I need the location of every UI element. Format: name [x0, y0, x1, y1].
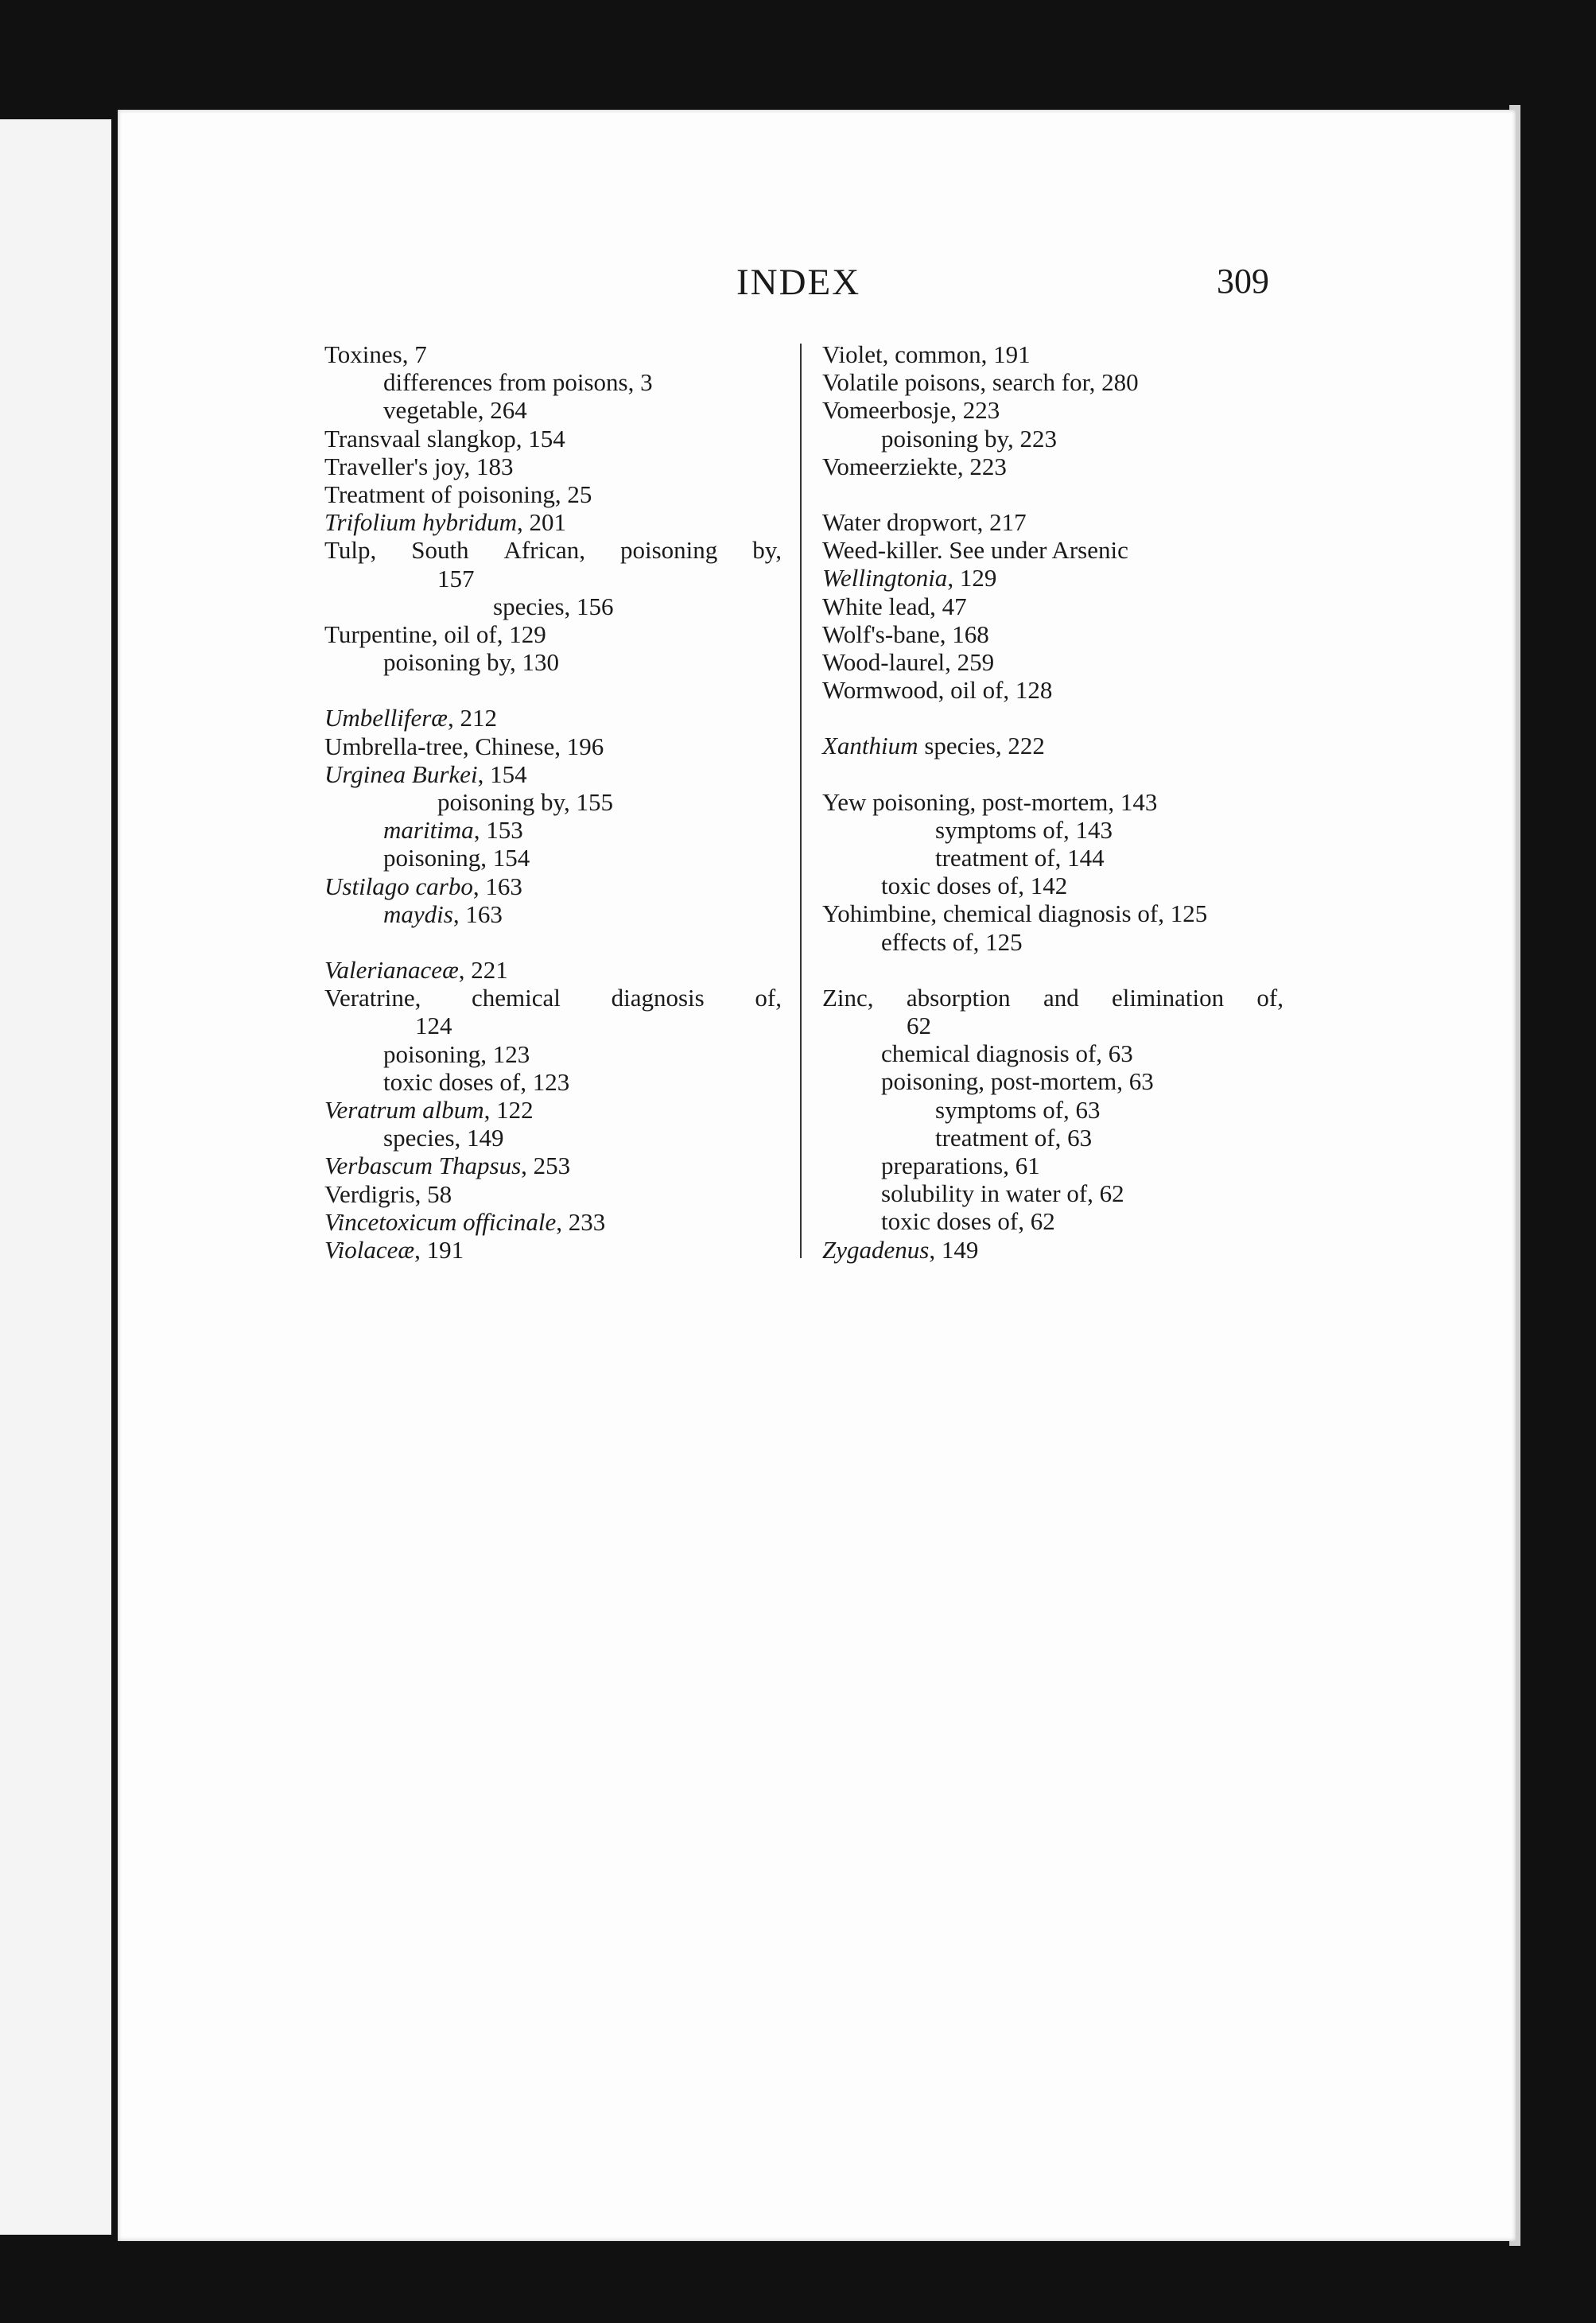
- index-entry-italic-term: Xanthium: [822, 732, 918, 760]
- index-entry-text: Weed-killer. See under Arsenic: [822, 536, 1128, 565]
- index-entry: [822, 1039, 1283, 1067]
- index-entry-italic-term: Vincetoxicum officinale: [324, 1207, 557, 1236]
- index-entry: [324, 732, 782, 760]
- index-entry-text: Yew poisoning, post-mortem, 143: [822, 787, 1158, 816]
- index-entry: [324, 760, 782, 788]
- index-entry: [324, 1012, 782, 1039]
- index-entry: [324, 508, 782, 536]
- index-entry-word: of,: [1256, 983, 1283, 1012]
- index-entry-word: of,: [755, 984, 782, 1012]
- index-entry-text: White lead, 47: [822, 592, 967, 620]
- index-entry-text: Umbrella-tree, Chinese, 196: [324, 732, 604, 760]
- index-entry-italic-term: Urginea Burkei: [324, 759, 478, 788]
- index-entry-italic-term: Ustilago carbo: [324, 872, 473, 900]
- index-entry: [324, 816, 782, 844]
- index-entry-text: poisoning, 154: [383, 844, 530, 872]
- index-entry-word: South: [411, 536, 469, 565]
- index-entry-text: , 212: [448, 704, 497, 732]
- index-entry: [822, 1096, 1283, 1124]
- index-entry: [822, 816, 1283, 844]
- index-entry: [324, 1040, 782, 1068]
- index-entry-text: preparations, 61: [881, 1152, 1040, 1180]
- index-entry-text: treatment of, 144: [935, 844, 1105, 872]
- index-entry-text: poisoning, post-mortem, 63: [881, 1067, 1154, 1096]
- index-entry-text: poisoning by, 223: [881, 424, 1058, 453]
- index-entry-text: Toxines, 7: [324, 340, 427, 368]
- index-entry: [324, 872, 782, 900]
- index-entry-text: , 122: [483, 1096, 534, 1125]
- index-entry-text: Treatment of poisoning, 25: [324, 480, 592, 509]
- index-entry-text: , 201: [517, 508, 567, 537]
- index-entry: [324, 844, 782, 872]
- index-entry-word: poisoning: [619, 536, 718, 565]
- index-entry-word: chemical: [472, 984, 561, 1012]
- index-entry-text: , 163: [452, 899, 503, 928]
- index-entry-text: differences from poisons, 3: [383, 368, 653, 397]
- index-entry-word: African,: [503, 536, 585, 565]
- index-entry-text: effects of, 125: [881, 927, 1023, 956]
- index-entry: [822, 984, 1283, 1012]
- index-entry-italic-term: Veratrum album: [324, 1096, 484, 1125]
- index-entry: [822, 899, 1283, 927]
- index-entry: [324, 1068, 782, 1096]
- index-entry-text: , 233: [556, 1207, 606, 1236]
- index-entry: [324, 1124, 782, 1152]
- index-entry-italic-term: Wellingtonia: [822, 564, 948, 592]
- index-entry-text: Water dropwort, 217: [822, 508, 1027, 537]
- index-entry-text: Vomeerziekte, 223: [822, 452, 1007, 480]
- index-column-left: [324, 340, 782, 1264]
- index-entry-text: Vomeerbosje, 223: [822, 396, 1000, 425]
- index-entry-text: 124: [415, 1012, 452, 1040]
- index-entry: [324, 900, 782, 928]
- index-entry-text: Violet, common, 191: [822, 340, 1031, 368]
- index-entry-text: Traveller's joy, 183: [324, 452, 514, 480]
- index-entry-word: Tulp,: [324, 536, 377, 565]
- running-head: INDEX: [736, 262, 861, 303]
- index-entry-text: vegetable, 264: [383, 396, 527, 425]
- index-entry-word: Veratrine,: [324, 984, 421, 1012]
- index-entry-text: Wormwood, oil of, 128: [822, 676, 1053, 705]
- index-column-right: [822, 340, 1283, 1264]
- index-entry-text: , 221: [458, 956, 508, 985]
- index-entry: [324, 1236, 782, 1264]
- index-entry: [324, 425, 782, 453]
- index-entry: [822, 620, 1283, 648]
- index-entry-italic-term: Violaceæ: [324, 1236, 415, 1264]
- index-entry: [324, 704, 782, 732]
- index-entry-italic-term: maritima: [383, 816, 474, 845]
- index-entry: [822, 592, 1283, 620]
- index-entry-text: poisoning by, 155: [437, 788, 614, 817]
- index-entry: [822, 1152, 1283, 1179]
- index-entry: [324, 1152, 782, 1179]
- index-entry-italic-term: maydis: [383, 899, 453, 928]
- index-entry: [822, 564, 1283, 592]
- index-entry: [324, 648, 782, 676]
- index-entry-text: Turpentine, oil of, 129: [324, 620, 546, 649]
- index-entry: [324, 480, 782, 508]
- facing-page-edge: [0, 119, 111, 2235]
- column-divider: [800, 344, 802, 1258]
- index-entry: [822, 732, 1283, 759]
- index-entry-text: Yohimbine, chemical diagnosis of, 125: [822, 899, 1208, 928]
- index-entry-word: Zinc,: [822, 983, 874, 1012]
- index-entry: [324, 453, 782, 480]
- index-entry-text: species, 156: [493, 592, 614, 620]
- index-entry: [324, 565, 782, 592]
- index-entry: [822, 676, 1283, 704]
- index-entry-text: Wolf's-bane, 168: [822, 620, 989, 648]
- index-entry-text: poisoning, 123: [383, 1039, 530, 1068]
- index-entry: [822, 1207, 1283, 1235]
- index-entry: [822, 536, 1283, 564]
- index-entry-text: 157: [437, 564, 475, 592]
- index-entry: [324, 1096, 782, 1124]
- index-entry-italic-term: Zygadenus: [822, 1235, 930, 1264]
- index-entry-text: toxic doses of, 123: [383, 1067, 570, 1096]
- index-entry-italic-term: Valerianaceæ: [324, 956, 459, 985]
- index-entry: [822, 1012, 1283, 1039]
- index-entry: [324, 396, 782, 424]
- index-entry: [822, 368, 1283, 396]
- index-entry: [822, 396, 1283, 424]
- index-entry-text: solubility in water of, 62: [881, 1179, 1124, 1208]
- index-entry-word: by,: [752, 536, 782, 565]
- index-entry-text: , 163: [472, 872, 522, 900]
- index-entry-text: , 149: [929, 1235, 979, 1264]
- page-number: 309: [1217, 262, 1269, 301]
- index-entry-word: diagnosis: [611, 984, 705, 1012]
- index-entry-italic-term: Verbascum Thapsus: [324, 1152, 522, 1180]
- index-entry-text: species, 149: [383, 1124, 504, 1152]
- index-entry: [324, 620, 782, 648]
- index-entry: [822, 1067, 1283, 1095]
- index-entry: [324, 1180, 782, 1208]
- index-entry: [822, 648, 1283, 676]
- index-entry-italic-term: Umbelliferæ: [324, 704, 448, 732]
- index-entry-text: chemical diagnosis of, 63: [881, 1039, 1133, 1068]
- index-entry: [822, 788, 1283, 816]
- index-entry: [324, 340, 782, 368]
- index-entry-text: , 253: [521, 1152, 571, 1180]
- index-entry-text: symptoms of, 63: [935, 1095, 1101, 1124]
- index-entry-text: , 154: [477, 759, 527, 788]
- index-entry-italic-term: Trifolium hybridum: [324, 508, 518, 537]
- index-entry: [822, 1236, 1283, 1264]
- index-entry-text: Transvaal slangkop, 154: [324, 424, 565, 453]
- index-entry: [822, 1179, 1283, 1207]
- index-entry: [324, 592, 782, 620]
- index-entry-text: toxic doses of, 62: [881, 1207, 1055, 1236]
- index-entry: [324, 1208, 782, 1236]
- index-entry-text: , 129: [947, 564, 997, 592]
- index-entry-text: toxic doses of, 142: [881, 872, 1068, 900]
- index-entry-text: symptoms of, 143: [935, 815, 1113, 844]
- index-entry-text: 62: [907, 1012, 931, 1040]
- index-entry: [822, 508, 1283, 536]
- index-entry: [822, 453, 1283, 480]
- index-entry-text: poisoning by, 130: [383, 648, 560, 677]
- index-entry-text: Volatile poisons, search for, 280: [822, 368, 1139, 397]
- index-entry-text: treatment of, 63: [935, 1123, 1093, 1152]
- index-entry: [822, 928, 1283, 956]
- index-entry-text: , 191: [414, 1236, 464, 1264]
- index-entry: [822, 1124, 1283, 1152]
- index-entry: [324, 956, 782, 984]
- index-entry-text: , 153: [473, 816, 523, 845]
- index-entry: [324, 788, 782, 816]
- index-entry: [324, 536, 782, 564]
- index-entry-word: and: [1043, 983, 1079, 1012]
- index-entry-text: Verdigris, 58: [324, 1179, 452, 1208]
- index-entry: [324, 368, 782, 396]
- index-entry-text: species, 222: [918, 732, 1045, 760]
- index-entry: [822, 340, 1283, 368]
- index-entry: [822, 872, 1283, 899]
- index-entry-word: absorption: [906, 983, 1011, 1012]
- index-entry: [822, 425, 1283, 453]
- index-entry-word: elimination: [1111, 983, 1225, 1012]
- index-entry-text: Wood-laurel, 259: [822, 648, 995, 677]
- index-entry: [324, 984, 782, 1012]
- index-entry: [822, 844, 1283, 872]
